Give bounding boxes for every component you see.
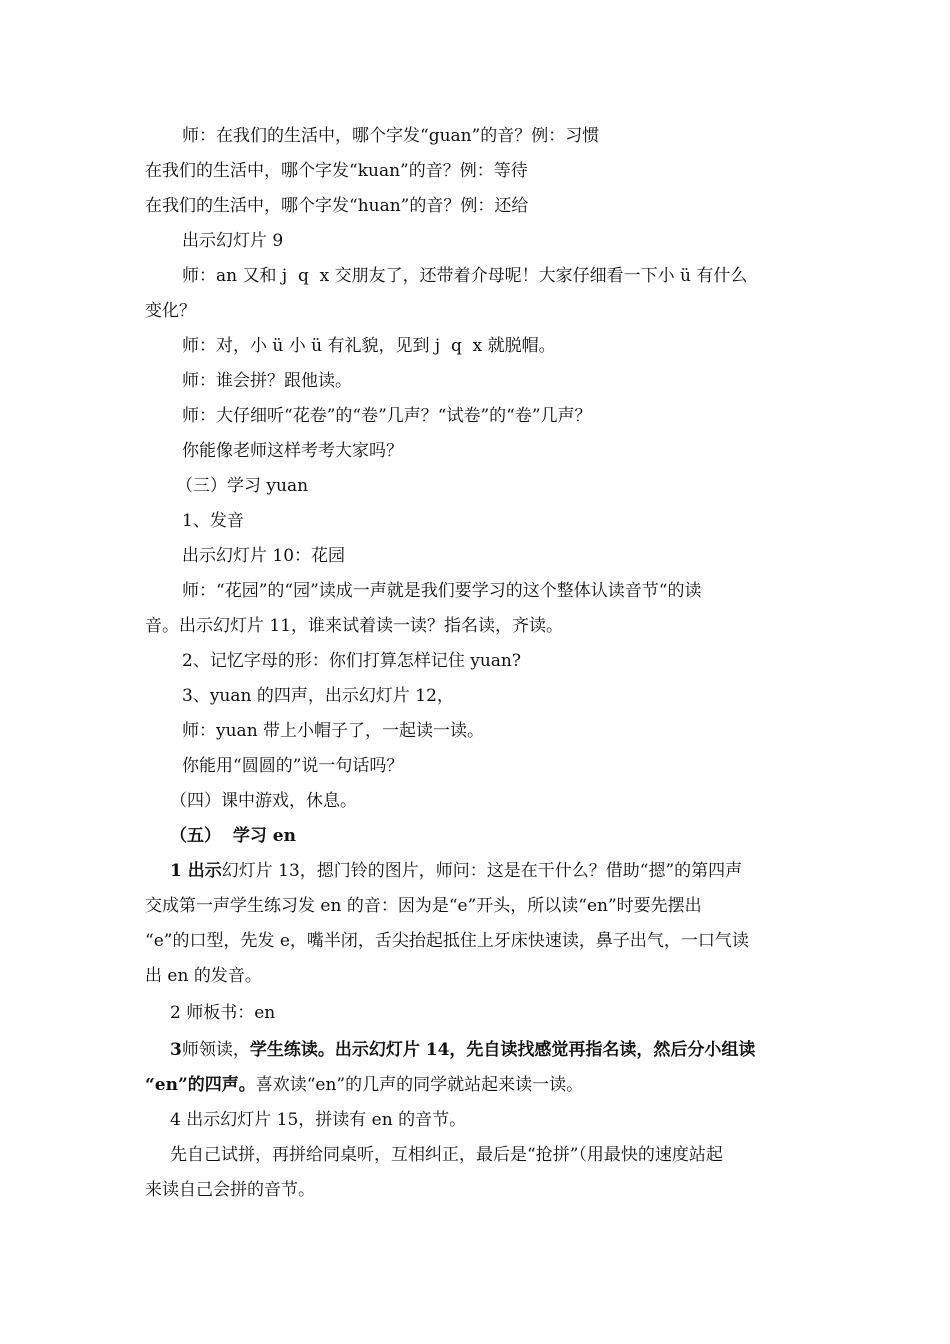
text-line: 师：“花园”的“园”读成一声就是我们要学习的这个整体认读音节“的读 — [182, 581, 702, 601]
text-line: 交成第一声学生练习发 en 的音：因为是“e”开头，所以读“en”时要先摆出 — [145, 896, 702, 916]
bold-run: “en”的四声。 — [145, 1075, 256, 1095]
text-line: “e”的口型，先发 e，嘴半闭，舌尖抬起抵住上牙床快速读，鼻子出气，一口气读 — [145, 931, 749, 951]
text-line — [145, 1073, 583, 1097]
text-run: 幻灯片 13，摁门铃的图片，师问：这是在干什么？借助“摁”的第四声 — [221, 861, 743, 881]
text-run: 师领读， — [181, 1040, 250, 1060]
text-line: 4 出示幻灯片 15，拼读有 en 的音节。 — [170, 1110, 467, 1130]
text-line: 来读自己会拼的音节。 — [145, 1180, 315, 1200]
text-line: 师：谁会拼？跟他读。 — [182, 371, 352, 391]
bold-run: 3 — [170, 1040, 182, 1060]
text-line: 出 en 的发音。 — [145, 966, 262, 986]
text-line: 在我们的生活中，哪个字发“kuan”的音？例：等待 — [145, 161, 528, 181]
text-line — [170, 859, 742, 883]
text-line: 师：an 又和 j q x 交朋友了，还带着介母呢！大家仔细看一下小 ü 有什么 — [182, 266, 748, 286]
text-line: 师：对，小 ü 小 ü 有礼貌，见到 j q x 就脱帽。 — [182, 336, 556, 356]
text-line: 在我们的生活中，哪个字发“huan”的音？例：还给 — [145, 196, 529, 216]
text-line: 3、yuan 的四声，出示幻灯片 12， — [182, 686, 454, 706]
text-line: 变化？ — [145, 301, 196, 321]
text-line: 1、发音 — [182, 511, 244, 531]
text-line: 2 师板书：en — [170, 1003, 276, 1023]
text-line: 你能像老师这样考考大家吗？ — [182, 441, 403, 461]
text-line — [170, 1038, 755, 1062]
text-line: 出示幻灯片 9 — [182, 231, 284, 251]
text-line: 2、记忆字母的形：你们打算怎样记住 yuan? — [182, 651, 521, 671]
text-line: 先自己试拼，再拼给同桌听，互相纠正，最后是“抢拼”（用最快的速度站起 — [170, 1145, 723, 1165]
section-heading: （三）学习 yuan — [176, 476, 309, 496]
section-heading: （四）课中游戏，休息。 — [170, 791, 357, 811]
section-heading: （五） 学习 en — [170, 826, 296, 846]
bold-run: 学生练读。出示幻灯片 14，先自读找感觉再指名读，然后分小组读 — [249, 1040, 756, 1060]
text-line: 你能用“圆圆的”说一句话吗？ — [182, 756, 404, 776]
text-line: 师：大仔细听“花卷”的“卷”几声？“试卷”的“卷”几声？ — [182, 406, 592, 426]
text-line: 师：在我们的生活中，哪个字发“guan”的音？例：习惯 — [182, 126, 600, 146]
text-line: 师：yuan 带上小帽子了，一起读一读。 — [182, 721, 485, 741]
text-line: 音。出示幻灯片 11，谁来试着读一读？指名读，齐读。 — [145, 616, 564, 636]
text-run: 喜欢读“en”的几声的同学就站起来读一读。 — [255, 1075, 584, 1095]
text-line: 出示幻灯片 10：花园 — [182, 546, 346, 566]
bold-run: 1 出示 — [170, 861, 222, 881]
